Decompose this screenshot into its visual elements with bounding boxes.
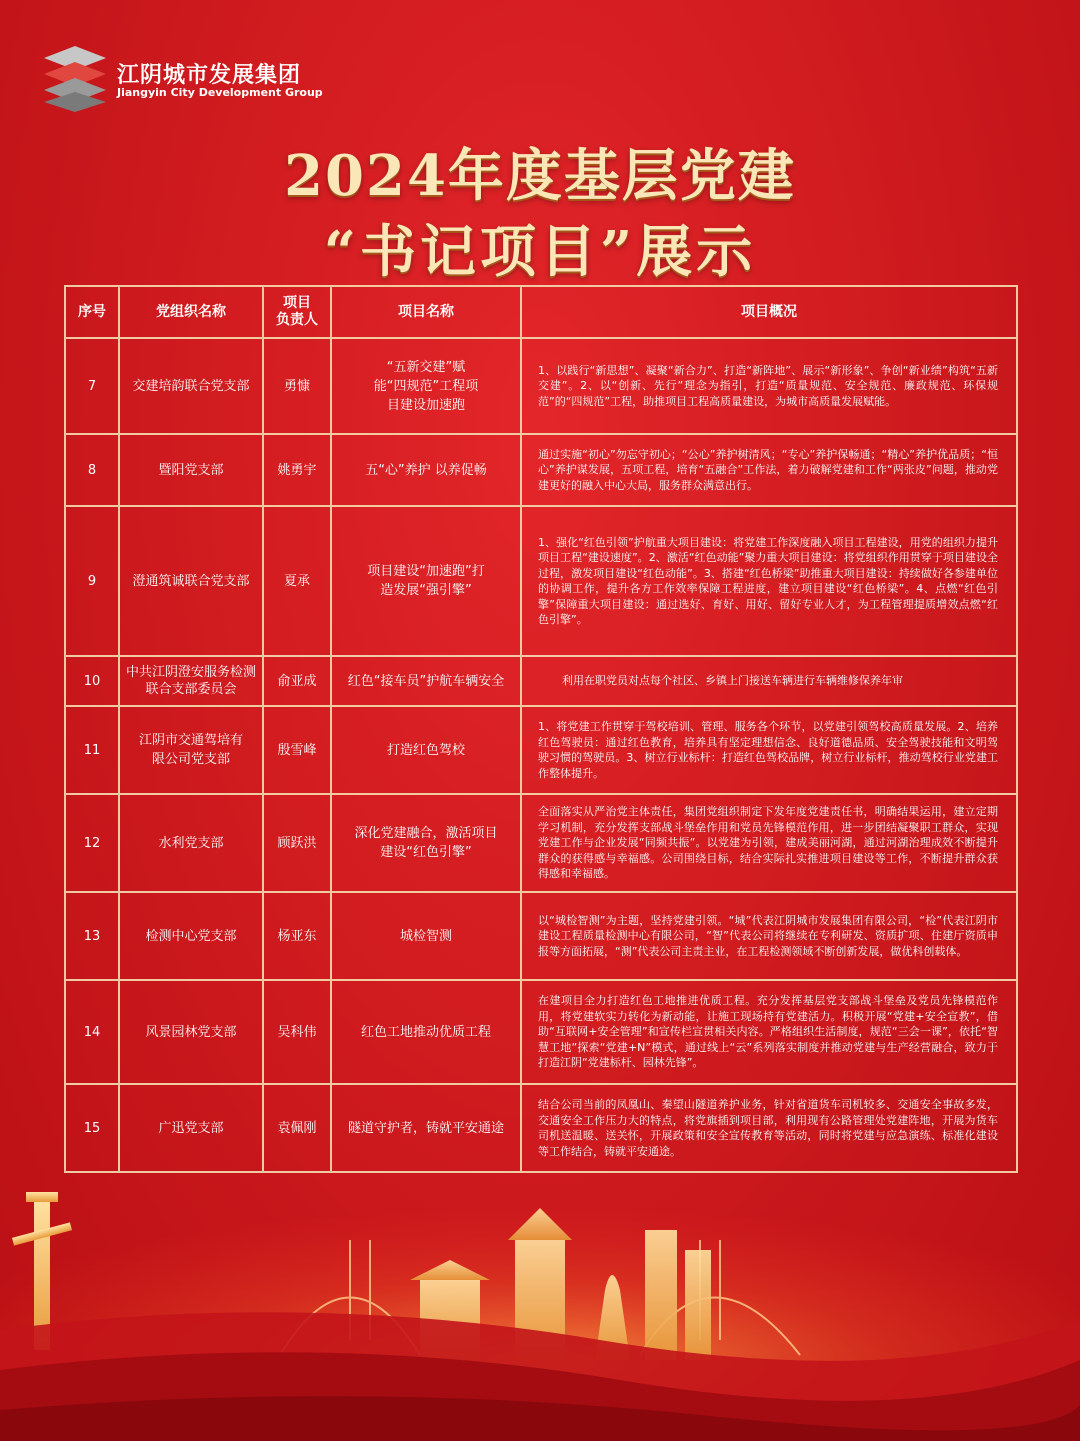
row-leader: 吴科伟 <box>263 980 331 1084</box>
row-summary: 结合公司当前的凤凰山、秦望山隧道养护业务，针对省道货车司机较多、交通安全事故多发，交通安全工作压力大的特点，将党旗插到项目部，利用现有公路管理处党建阵地，开展为货车司机送温暖、送关怀，开展政策和安全宣传教育等活动，同时将党建与应急演练、标准化建设等工作结合，铸就平安通途。 <box>521 1084 1017 1172</box>
row-project: 红色“接车员”护航车辆安全 <box>331 656 521 706</box>
table-row <box>65 892 1017 980</box>
row-no: 12 <box>65 794 119 892</box>
row-summary: 1、以践行“新思想”、凝聚“新合力”、打造“新阵地”、展示“新形象”、争创“新业绩”构筑“五新交建”。2、以“创新、先行”理念为指引，打造“质量规范、安全规范、廉政规范、环保规范”的“四规范”工程，助推项目工程高质量建设，为城市高质量发展赋能。 <box>521 338 1017 434</box>
project-table <box>64 285 1018 1173</box>
row-org: 暨阳党支部 <box>119 434 263 506</box>
table-header-row <box>65 286 1017 338</box>
company-logo-icon <box>40 44 110 114</box>
row-leader: 殷雪峰 <box>263 706 331 794</box>
row-project: 深化党建融合，激活项目建设“红色引擎” <box>331 794 521 892</box>
row-no: 8 <box>65 434 119 506</box>
header-no: 序号 <box>65 286 119 338</box>
row-org: 江阴市交通驾培有限公司党支部 <box>119 706 263 794</box>
row-summary: 以“城检智测”为主题，坚持党建引领。“城”代表江阴城市发展集团有限公司，“检”代表江阴市建设工程质量检测中心有限公司，“智”代表公司将继续在专利研发、资质扩项、住建厅资质申报等方面拓展，“测”代表公司主责主业，在工程检测领域不断创新发展，做优科创载体。 <box>521 892 1017 980</box>
row-summary: 全面落实从严治党主体责任，集团党组织制定下发年度党建责任书，明确结果运用，建立定期学习机制，充分发挥支部战斗堡垒作用和党员先锋模范作用，进一步团结凝聚职工群众，实现党建工作与企业发展“同频共振”。以党建为引领，建成美丽河湖，通过河湖治理成效不断提升群众的获得感与幸福感。公司围绕目标，结合实际扎实推进项目建设等工作，不断提升群众获得感和幸福感。 <box>521 794 1017 892</box>
table-row <box>65 980 1017 1084</box>
row-leader: 袁佩刚 <box>263 1084 331 1172</box>
city-skyline-decoration <box>0 1180 1080 1441</box>
row-summary: 通过实施“初心”勿忘守初心；“公心”养护树清风；“专心”养护保畅通；“精心”养护优品质；“恒心”养护谋发展，五项工程，培育“五融合”工作法，着力破解党建和工作“两张皮”问题，推动党建更好的融入中心大局，服务群众满意出行。 <box>521 434 1017 506</box>
row-leader: 姚勇宇 <box>263 434 331 506</box>
row-project: 打造红色驾校 <box>331 706 521 794</box>
row-no: 15 <box>65 1084 119 1172</box>
row-leader: 俞亚成 <box>263 656 331 706</box>
row-org: 澄通筑诚联合党支部 <box>119 506 263 656</box>
row-project: 城检智测 <box>331 892 521 980</box>
row-leader: 顾跃洪 <box>263 794 331 892</box>
table-row <box>65 656 1017 706</box>
page-title-line1: 2024年度基层党建 <box>284 143 796 209</box>
row-project: 隧道守护者，铸就平安通途 <box>331 1084 521 1172</box>
row-summary: 1、将党建工作贯穿于驾校培训、管理、服务各个环节，以党建引领驾校高质量发展。2、培养红色驾驶员：通过红色教育，培养具有坚定理想信念、良好道德品质、安全驾驶技能和文明驾驶习惯的驾驶员。3、树立行业标杆：打造红色驾校品牌，树立行业标杆，推动驾校行业党建工作整体提升。 <box>521 706 1017 794</box>
table-row <box>65 794 1017 892</box>
row-summary: 1、强化“红色引领”护航重大项目建设：将党建工作深度融入项目工程建设，用党的组织力提升项目工程“建设速度”。2、激活“红色动能”聚力重大项目建设：将党组织作用贯穿于项目建设全过程，激发项目建设“红色动能”。3、搭建“红色桥梁”助推重大项目建设：持续做好各参建单位的协调工作，提升各方工作效率保障工程进度，建立项目建设“红色桥梁”。4、点燃“红色引擎”保障重大项目建设：通过选好、育好、用好、留好专业人才，为工程管理提质增效点燃“红色引擎”。 <box>521 506 1017 656</box>
table-row <box>65 434 1017 506</box>
row-org: 中共江阴澄安服务检测联合支部委员会 <box>119 656 263 706</box>
table-row <box>65 1084 1017 1172</box>
row-leader: 杨亚东 <box>263 892 331 980</box>
header-project: 项目名称 <box>331 286 521 338</box>
table-row <box>65 706 1017 794</box>
row-summary: 在建项目全力打造红色工地推进优质工程。充分发挥基层党支部战斗堡垒及党员先锋模范作用，将党建软实力转化为新动能，让施工现场持有党建活力。积极开展“党建+安全宣教”，借助“互联网+安全管理”和宣传栏宣贯相关内容。严格组织生活制度，规范“三会一课”，依托“智慧工地”探索“党建+N”模式，通过线上“云”系列落实制度并推动党建与生产经营融合，致力于打造江阴“党建标杆、园林先锋”。 <box>521 980 1017 1084</box>
header-leader-line2: 负责人 <box>276 312 318 328</box>
row-project: “五新交建”赋能“四规范”工程项目建设加速跑 <box>331 338 521 434</box>
row-org: 水利党支部 <box>119 794 263 892</box>
row-no: 7 <box>65 338 119 434</box>
brand-name-en: Jiangyin City Development Group <box>117 86 323 99</box>
row-project: 红色工地推动优质工程 <box>331 980 521 1084</box>
header-leader <box>263 286 331 338</box>
row-no: 9 <box>65 506 119 656</box>
row-summary: 利用在职党员对点每个社区、乡镇上门接送车辆进行车辆维修保养年审 <box>521 656 1017 706</box>
row-project: 五“心”养护 以养促畅 <box>331 434 521 506</box>
row-org: 广迅党支部 <box>119 1084 263 1172</box>
row-no: 11 <box>65 706 119 794</box>
row-leader: 夏承 <box>263 506 331 656</box>
row-org: 检测中心党支部 <box>119 892 263 980</box>
row-org: 交建培韵联合党支部 <box>119 338 263 434</box>
row-no: 14 <box>65 980 119 1084</box>
row-no: 10 <box>65 656 119 706</box>
page-title-line2: “书记项目”展示 <box>323 219 757 285</box>
row-no: 13 <box>65 892 119 980</box>
header-leader-line1: 项目 <box>283 295 311 311</box>
table-row <box>65 506 1017 656</box>
table-row <box>65 338 1017 434</box>
header-org: 党组织名称 <box>119 286 263 338</box>
row-project: 项目建设“加速跑”打造发展“强引擎” <box>331 506 521 656</box>
header-summary: 项目概况 <box>521 286 1017 338</box>
brand-name-cn: 江阴城市发展集团 <box>117 63 302 88</box>
row-leader: 勇慷 <box>263 338 331 434</box>
row-org: 风景园林党支部 <box>119 980 263 1084</box>
